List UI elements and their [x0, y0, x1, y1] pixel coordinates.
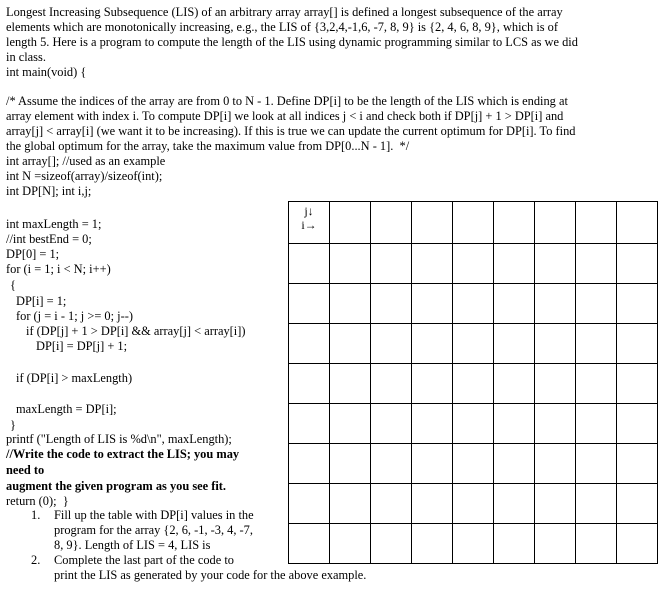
table-cell [576, 444, 617, 484]
table-cell [617, 364, 658, 404]
decl-line: int array[]; //used as an example [6, 154, 166, 168]
table-cell [371, 444, 412, 484]
table-cell [412, 364, 453, 404]
table-cell [494, 484, 535, 524]
table-cell [617, 202, 658, 244]
code-line: DP[0] = 1; [6, 247, 60, 261]
table-cell [576, 404, 617, 444]
question-item [6, 553, 366, 583]
table-cell [330, 404, 371, 444]
question-line: Complete the last part of the code to [54, 553, 234, 567]
code-line: } [10, 418, 16, 432]
table-cell [617, 484, 658, 524]
code-line: DP[i] = DP[j] + 1; [36, 339, 128, 353]
table-cell [289, 244, 330, 284]
table-row [289, 404, 658, 444]
table-row [289, 324, 658, 364]
table-cell [289, 324, 330, 364]
table-cell [453, 444, 494, 484]
table-cell [535, 364, 576, 404]
table-cell [535, 284, 576, 324]
code-line: { [10, 278, 16, 292]
table-cell [617, 324, 658, 364]
table-cell [494, 444, 535, 484]
table-cell [576, 244, 617, 284]
table-cell [371, 284, 412, 324]
code-line: augment the given program as you see fit. [6, 479, 227, 493]
table-cell [453, 364, 494, 404]
table-cell [576, 364, 617, 404]
table-cell [576, 324, 617, 364]
intro-line: length 5. Here is a program to compute the length of the LIS using dynamic programming similar to LCS as we did [6, 35, 578, 49]
table-cell [535, 404, 576, 444]
code-line: for (i = 1; i < N; i++) [6, 262, 111, 276]
table-cell [330, 202, 371, 244]
decl-line: int N =sizeof(array)/sizeof(int); [6, 169, 163, 183]
code-line: printf ("Length of LIS is %d\n", maxLength); [6, 432, 232, 446]
intro-line: elements which are monotonically increasing, e.g., the LIS of {3,2,4,-1,6, -7, 8, 9} is {2, 4, 6, 8, 9}, which is of [6, 20, 559, 34]
table-cell [330, 324, 371, 364]
main-signature: int main(void) { [6, 65, 87, 79]
header-j-label: j↓ [304, 204, 314, 218]
table-cell [453, 244, 494, 284]
table-cell [494, 284, 535, 324]
table-cell [617, 404, 658, 444]
code-line: //Write the code to extract the LIS; you may [6, 447, 240, 461]
question-line: print the LIS as generated by your code for the above example. [54, 568, 367, 582]
table-cell [453, 484, 494, 524]
table-cell [371, 524, 412, 564]
code-line: if (DP[j] + 1 > DP[i] && array[j] < array[i]) [26, 324, 246, 338]
table-row [289, 244, 658, 284]
table-cell [412, 284, 453, 324]
table-cell [289, 404, 330, 444]
question-line: program for the array {2, 6, -1, -3, 4, -7, [54, 523, 253, 537]
code-line: DP[i] = 1; [16, 294, 67, 308]
table-cell [412, 444, 453, 484]
intro-line: Longest Increasing Subsequence (LIS) of an arbitrary array array[] is defined a longest subsequence of the array [6, 5, 563, 19]
table-cell [371, 244, 412, 284]
table-cell [412, 244, 453, 284]
table-row [289, 364, 658, 404]
table-cell [330, 444, 371, 484]
code-line: //int bestEnd = 0; [6, 232, 92, 246]
table-cell [371, 202, 412, 244]
table-cell [453, 284, 494, 324]
table-cell [535, 484, 576, 524]
table-cell [330, 244, 371, 284]
table-row [289, 284, 658, 324]
table-row [289, 202, 658, 244]
table-cell [453, 404, 494, 444]
question-line: Fill up the table with DP[i] values in the [54, 508, 254, 522]
comment-line: /* Assume the indices of the array are from 0 to N - 1. Define DP[i] to be the length of the LIS which is ending at [6, 94, 568, 108]
table-cell [453, 524, 494, 564]
table-cell [535, 524, 576, 564]
question-list [6, 508, 366, 583]
table-cell [617, 284, 658, 324]
table-cell [412, 404, 453, 444]
table-cell [289, 284, 330, 324]
table-cell [371, 404, 412, 444]
table-cell [494, 244, 535, 284]
comment-line: array[j] < array[i] (we want it to be increasing). If this is true we can update the current optimum for DP[i]. To find [6, 124, 576, 138]
table-cell [330, 284, 371, 324]
question-line: 8, 9}. Length of LIS = 4, LIS is [54, 538, 211, 552]
code-line: int maxLength = 1; [6, 217, 102, 231]
code-line: if (DP[i] > maxLength) [16, 371, 133, 385]
comment-line: the global optimum for the array, take the maximum value from DP[0...N - 1]. */ [6, 139, 410, 153]
table-cell [535, 244, 576, 284]
table-cell [576, 284, 617, 324]
table-cell [617, 444, 658, 484]
table-cell [535, 444, 576, 484]
table-cell [453, 324, 494, 364]
table-cell [412, 484, 453, 524]
table-cell [617, 244, 658, 284]
table-cell [494, 524, 535, 564]
code-line: need to [6, 463, 45, 477]
table-row [289, 444, 658, 484]
question-number: 2. [31, 553, 41, 567]
table-cell [576, 484, 617, 524]
table-cell [330, 364, 371, 404]
comment-line: array element with index i. To compute DP[i] we look at all indices j < i and check both if DP[j] + 1 > DP[i] and [6, 109, 564, 123]
table-cell [494, 202, 535, 244]
table-cell [453, 202, 494, 244]
table-cell [617, 524, 658, 564]
code-line: return (0); } [6, 494, 69, 508]
table-cell [412, 524, 453, 564]
table-cell [576, 202, 617, 244]
code-line: maxLength = DP[i]; [16, 402, 117, 416]
table-cell [289, 364, 330, 404]
table-cell [289, 444, 330, 484]
question-number: 1. [31, 508, 41, 522]
table-cell [494, 404, 535, 444]
decl-line: int DP[N]; int i,j; [6, 184, 92, 198]
table-cell [494, 324, 535, 364]
header-i-label: i→ [301, 218, 317, 232]
table-cell [494, 364, 535, 404]
table-cell [535, 324, 576, 364]
table-cell [535, 202, 576, 244]
table-cell [371, 484, 412, 524]
intro-line: in class. [6, 50, 46, 64]
code-line: for (j = i - 1; j >= 0; j--) [16, 309, 133, 323]
table-cell [576, 524, 617, 564]
table-cell [412, 324, 453, 364]
table-cell [371, 324, 412, 364]
table-cell [371, 364, 412, 404]
table-header-cell [289, 202, 330, 244]
question-item [6, 508, 366, 553]
table-cell [412, 202, 453, 244]
